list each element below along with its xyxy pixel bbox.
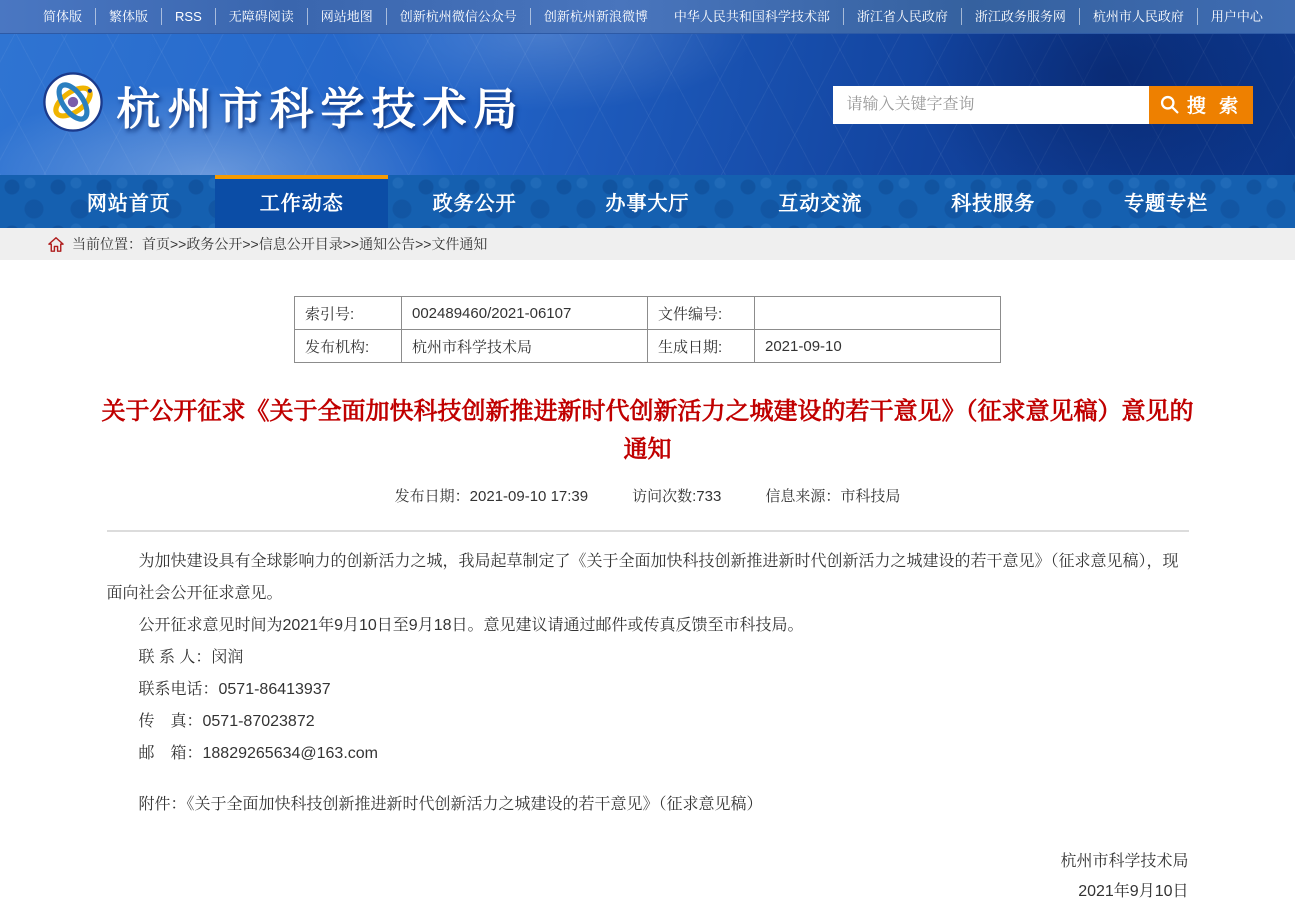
breadcrumb-separator: >> [342, 236, 360, 252]
breadcrumb-home[interactable]: 首页 [142, 236, 170, 252]
breadcrumb [0, 228, 1295, 260]
info-source: 信息来源：市科技局 [765, 488, 901, 505]
site-title: 杭州市科学技术局 [116, 84, 525, 134]
topbar-link-traditional-chinese[interactable]: 繁体版 [96, 8, 162, 25]
search-input[interactable] [833, 86, 1149, 124]
attachment-line [107, 789, 1189, 821]
breadcrumb-document-notice[interactable]: 文件通知 [431, 236, 488, 252]
visit-count: 访问次数:733 [632, 488, 722, 505]
nav-item-gov-affairs[interactable]: 政务公开 [432, 193, 517, 215]
paragraph-deadline: 公开征求意见时间为2021年9月10日至9月18日。意见建议请通过邮件或传真反馈至市科技局。 [138, 617, 804, 634]
site-search [833, 86, 1253, 124]
signature-org: 杭州市科学技术局 [1060, 853, 1189, 870]
home-icon [48, 237, 64, 252]
nav-item-service-hall[interactable]: 办事大厅 [605, 193, 690, 215]
breadcrumb-separator: >> [415, 236, 432, 252]
table-row [295, 330, 1001, 363]
topbar-link-accessibility[interactable]: 无障碍阅读 [216, 8, 308, 25]
search-button[interactable] [1149, 86, 1253, 124]
article-page [0, 260, 1295, 907]
breadcrumb-notices[interactable]: 通知公告 [359, 236, 416, 252]
meta-label-date-generated: 生成日期: [648, 330, 755, 363]
signature-date: 2021年9月10日 [1078, 883, 1189, 900]
topbar-link-zhejiang-service[interactable]: 浙江政务服务网 [962, 8, 1080, 25]
topbar-link-hangzhou-gov[interactable]: 杭州市人民政府 [1080, 8, 1198, 25]
publish-date: 发布日期：2021-09-10 17:39 [394, 488, 589, 505]
publish-info [0, 485, 1295, 506]
attachment-label: 附件： [138, 796, 187, 813]
site-header [0, 33, 1295, 175]
breadcrumb-gov-affairs[interactable]: 政务公开 [186, 236, 243, 252]
meta-label-publisher: 发布机构: [295, 330, 402, 363]
breadcrumb-info-catalog[interactable]: 信息公开目录 [258, 236, 343, 252]
top-utility-bar [0, 0, 1295, 33]
nav-item-work-news[interactable]: 工作动态 [215, 175, 388, 228]
nav-item-special-columns[interactable]: 专题专栏 [1124, 193, 1209, 215]
meta-value-document-number [755, 297, 1001, 330]
article-title: 关于公开征求《关于全面加快科技创新推进新时代创新活力之城建设的若干意见》（征求意见稿）意见的通知 [101, 398, 1194, 463]
attachment-link[interactable]: 《关于全面加快科技创新推进新时代创新活力之城建设的若干意见》（征求意见稿） [186, 796, 763, 813]
paragraph-contact-person: 联 系 人：闵润 [138, 649, 244, 666]
meta-value-index-number: 002489460/2021-06107 [402, 297, 648, 330]
meta-value-date-generated: 2021-09-10 [755, 330, 1001, 363]
breadcrumb-separator: >> [170, 236, 187, 252]
topbar-link-sitemap[interactable]: 网站地图 [308, 8, 387, 25]
table-row [295, 297, 1001, 330]
meta-label-document-number: 文件编号: [648, 297, 755, 330]
breadcrumb-prefix: 当前位置： [72, 236, 142, 252]
paragraph-email: 邮 箱：18829265634@163.com [138, 745, 378, 762]
search-button-label: 搜 索 [1186, 96, 1243, 117]
nav-item-tech-services[interactable]: 科技服务 [951, 193, 1036, 215]
topbar-link-user-center[interactable]: 用户中心 [1210, 9, 1263, 24]
search-icon [1159, 94, 1180, 115]
meta-label-index-number: 索引号: [295, 297, 402, 330]
topbar-link-wechat-account[interactable]: 创新杭州微信公众号 [387, 8, 531, 25]
paragraph-contact-phone: 联系电话：0571-86413937 [138, 681, 331, 698]
topbar-link-weibo-account[interactable]: 创新杭州新浪微博 [543, 9, 648, 24]
topbar-link-most-gov[interactable]: 中华人民共和国科学技术部 [661, 8, 844, 25]
topbar-link-zhejiang-gov[interactable]: 浙江省人民政府 [844, 8, 962, 25]
topbar-right-links [661, 8, 1276, 25]
meta-value-publisher: 杭州市科学技术局 [402, 330, 648, 363]
paragraph-intro: 为加快建设具有全球影响力的创新活力之城，我局起草制定了《关于全面加快科技创新推进新时代创新活力之城建设的若干意见》（征求意见稿），现面向社会公开征求意见。 [106, 553, 1179, 602]
site-logo[interactable] [43, 72, 103, 137]
bureau-emblem-icon [43, 72, 103, 132]
divider [107, 530, 1189, 532]
article-body [107, 546, 1189, 907]
topbar-left-links [30, 8, 661, 25]
topbar-link-simplified-chinese[interactable]: 简体版 [30, 8, 96, 25]
document-meta-table [294, 296, 1001, 363]
signature-block [107, 847, 1189, 907]
paragraph-fax: 传 真：0571-87023872 [138, 713, 315, 730]
main-nav [0, 175, 1295, 228]
topbar-link-rss[interactable]: RSS [162, 8, 216, 25]
nav-item-home[interactable]: 网站首页 [86, 193, 171, 215]
nav-item-interaction[interactable]: 互动交流 [778, 193, 863, 215]
breadcrumb-separator: >> [242, 236, 259, 252]
